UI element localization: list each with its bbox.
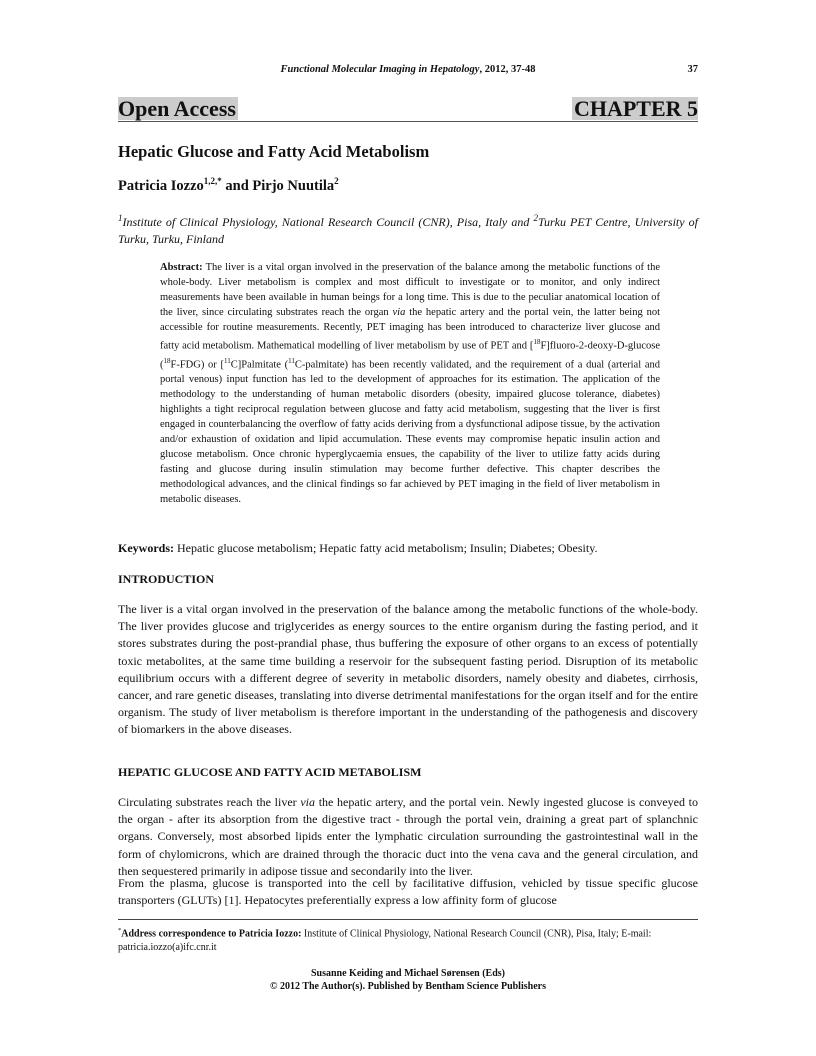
- paragraph-italic: via: [300, 795, 316, 809]
- article-title: Hepatic Glucose and Fatty Acid Metabolism: [118, 142, 430, 161]
- keywords: [118, 540, 698, 556]
- journal-year-pages: , 2012, 37-48: [479, 64, 536, 75]
- keywords-label: Keywords:: [118, 541, 174, 555]
- abstract-label: Abstract:: [160, 262, 203, 273]
- running-header: [118, 64, 698, 80]
- section-heading-introduction: INTRODUCTION: [118, 572, 215, 586]
- abstract-italic: via: [392, 307, 406, 318]
- page-number: 37: [687, 64, 698, 75]
- abstract-text: F-FDG) or [: [170, 359, 225, 370]
- footnote: [118, 924, 698, 955]
- abstract: [160, 260, 660, 507]
- footnote-text: Institute of Clinical Physiology, National Research Council (CNR), Pisa, Italy; E-mail: patricia.iozzo(a)ifc.cnr.it: [118, 928, 652, 954]
- footnote-label: Address correspondence to Patricia Iozzo:: [121, 928, 302, 940]
- hepatic-paragraph-2: From the plasma, glucose is transported into the cell by facilitative diffusion, vehicled by tissue specific glucose transporters (GLUTs) [1]. Hepatocytes preferentially express a low affinity form of glucose: [118, 876, 698, 908]
- author-list: [118, 176, 339, 195]
- isotope-sup: 18: [533, 338, 541, 346]
- isotope-sup: 11: [288, 356, 295, 365]
- hepatic-paragraph-1: [118, 794, 698, 880]
- abstract-text: C]Palmitate (: [230, 359, 289, 370]
- abstract-text: F]fluoro-2-deoxy-D-glucose (: [160, 340, 660, 370]
- journal-title: Functional Molecular Imaging in Hepatology: [280, 64, 480, 75]
- isotope-sup: 18: [163, 356, 171, 365]
- abstract-text: the hepatic artery and the portal vein, the latter being not accessible for routine measurements. Recently, PET imaging has been introduced to characterize liver glucose and fatty acid metabolism. Mathematical modelling of liver metabolism by use of PET and [: [160, 307, 660, 352]
- footer-copyright: © 2012 The Author(s). Published by Bentham Science Publishers: [270, 981, 546, 992]
- chapter-banner: [118, 97, 698, 122]
- affil-text: Institute of Clinical Physiology, National Research Council (CNR), Pisa, Italy and: [122, 215, 534, 229]
- footnote-marker: *: [118, 927, 122, 934]
- chapter-label: CHAPTER 5: [573, 96, 698, 121]
- open-access-label: Open Access: [118, 96, 236, 121]
- author-name: Pirjo Nuutila: [252, 177, 335, 194]
- paragraph-text: Circulating substrates reach the liver: [118, 795, 301, 809]
- journal-citation: [118, 64, 698, 75]
- abstract-text: C-palmitate) has been recently validated, and the requirement of a dual (arterial and portal venous) input function has led to the development of approaches for its estimation. The application of the methodology to the understanding of human metabolic disorders (obesity, impaired glucose tolerance, diabetes) highlights a tight reciprocal regulation between glucose and fatty acid metabolism, suggesting that the liver is first engaged in counterbalancing the overflow of fatty acids deriving from a dysfunctional adipose tissue, by the activation and/or exhaustion of oxidation and lipid accumulation. These events may compromise hepatic insulin action and glucose metabolism. Once chronic hyperglycaemia ensues, the capability of the liver to utilize fatty acids during fasting and glucose during insulin stimulation may become further defective. This chapter describes the methodological advances, and the clinical findings so far achieved by PET imaging in the field of liver metabolism in metabolic diseases.: [160, 359, 660, 505]
- section-heading-hepatic: HEPATIC GLUCOSE AND FATTY ACID METABOLISM: [118, 765, 422, 779]
- keywords-text: Hepatic glucose metabolism; Hepatic fatty acid metabolism; Insulin; Diabetes; Obesity.: [174, 541, 598, 555]
- isotope-sup: 11: [224, 356, 231, 365]
- author-affil-sup: 2: [334, 176, 339, 186]
- paragraph-text: the hepatic artery, and the portal vein. Newly ingested glucose is conveyed to the organ - after its absorption from the digestive tract - through the portal vein, draining a great part of splanchnic organs. Conversely, most absorbed lipids enter the lymphatic circulation surrounding the gastrointestinal wall in the form of chylomicrons, which are drained through the thoracic duct into the vena cava and the general circulation, and then sequestered primarily in adipose tissue and secondarily into the liver.: [118, 795, 698, 878]
- author-conjunction: and: [221, 177, 253, 194]
- footnote-divider: [118, 919, 698, 920]
- author-name: Patricia Iozzo: [118, 177, 204, 194]
- abstract-text: The liver is a vital organ involved in the preservation of the balance among the metabolic functions of the whole-body. Liver metabolism is complex and most difficult to investigate or to monitor, and only indirect measurements have been available in human beings for a long time. This is due to the peculiar anatomical location of the liver, since circulating substrates reach the organ: [160, 262, 660, 318]
- affil-sup: 1: [118, 213, 123, 223]
- page-footer: [118, 967, 698, 993]
- affiliations: [118, 210, 698, 248]
- author-affil-sup: 1,2,*: [203, 176, 222, 186]
- affil-text: Turku PET Centre, University of Turku, Turku, Finland: [118, 215, 698, 246]
- footer-editors: Susanne Keiding and Michael Sørensen (Eds): [310, 968, 506, 979]
- affil-sup: 2: [533, 213, 538, 223]
- introduction-paragraph: The liver is a vital organ involved in the preservation of the balance among the metabolic functions of the whole-body. The liver provides glucose and triglycerides as energy sources to the entire organism during the fasting period, and it stores substrates during the post-prandial phase, thus buffering the exposure of other organs to an excess of potentially toxic metabolites, at the same time building a reservoir for the subsequent fasting period. Disruption of its metabolic equilibrium occurs with a different degree of severity in metabolic disorders, namely obesity and diabetes, cirrhosis, cancer, and rare genetic diseases, translating into diverse detrimental manifestations for the organ itself and for the entire organism. The study of liver metabolism is therefore important in the understanding of the pathogenesis and discovery of biomarkers in the above diseases.: [118, 602, 698, 737]
